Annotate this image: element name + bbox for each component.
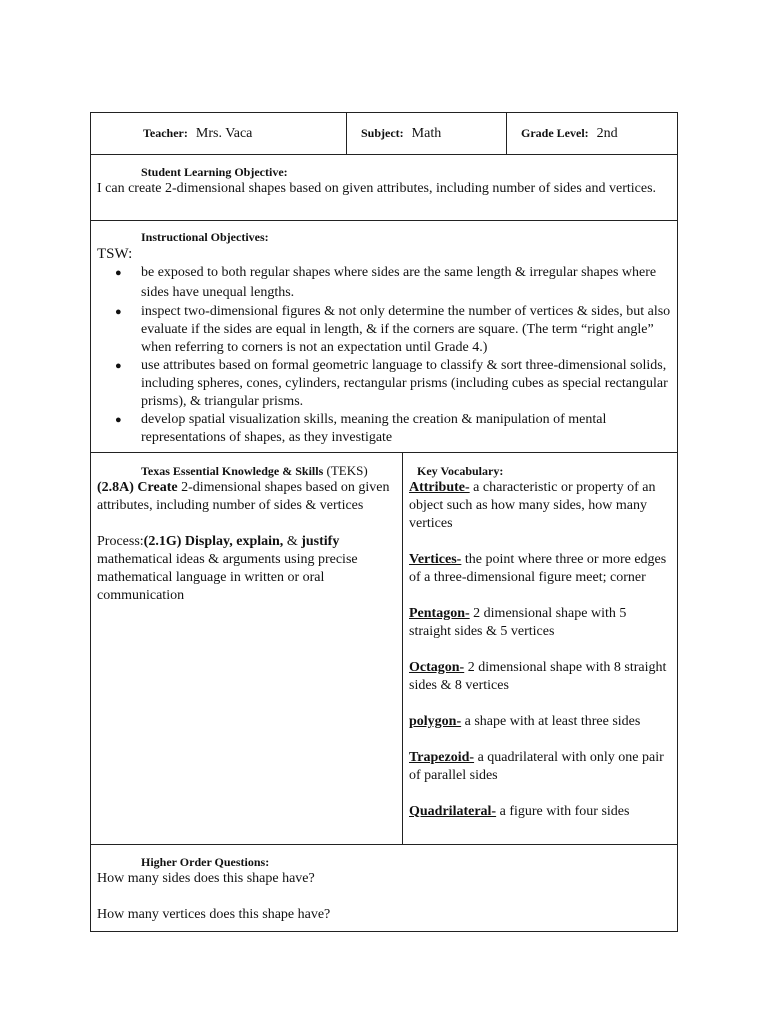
vocab-term: Attribute- xyxy=(409,480,470,495)
grade-cell xyxy=(507,113,677,154)
io-list xyxy=(91,263,677,447)
vocab-term: polygon- xyxy=(409,714,462,729)
teacher-label: Teacher: xyxy=(143,126,188,140)
vocab-item xyxy=(403,803,677,821)
teks-heading-text: Texas Essential Knowledge & Skills xyxy=(141,464,324,478)
vocab-item xyxy=(403,551,677,587)
list-item xyxy=(91,263,671,303)
process-label: Process: xyxy=(97,534,144,549)
vocab-item xyxy=(403,659,677,695)
subject-cell xyxy=(347,113,507,154)
vocab-def: a quadrilateral with only one pair of parallel sides xyxy=(409,750,664,783)
hoq-question-1: How many sides does this shape have? xyxy=(97,871,315,886)
instructional-objectives-row xyxy=(91,221,677,453)
io-heading: Instructional Objectives: xyxy=(141,230,269,244)
teks-vocab-row xyxy=(91,453,677,845)
vocab-item xyxy=(403,713,677,731)
vocab-def: a characteristic or property of an object such as how many sides, how many vertices xyxy=(409,480,656,531)
bullet-icon: ● xyxy=(115,267,122,279)
subject-value: Math xyxy=(411,125,442,141)
io-item-text: be exposed to both regular shapes where sides are the same length & irregular shapes where sides have unequal lengths. xyxy=(141,265,657,300)
slo-row xyxy=(91,155,677,221)
higher-order-questions-row xyxy=(91,845,677,931)
teks-std1-text: 2-dimensional shapes based on given attributes, including number of sides & vertices xyxy=(97,480,390,513)
header-row xyxy=(91,113,677,155)
vocab-def: 2 dimensional shape with 8 straight sides & 8 vertices xyxy=(409,660,667,693)
teks-std2-amp: & xyxy=(283,534,302,549)
io-item-text: inspect two-dimensional figures & not only determine the number of vertices & sides, but also evaluate if the sides are equal in length, & if the corners are square. (The term “right angle” when referring to corners is not an expectation until Grade 4.) xyxy=(141,304,671,355)
vocab-item xyxy=(403,749,677,785)
bullet-icon: ● xyxy=(115,306,122,318)
vocab-def: a figure with four sides xyxy=(496,804,630,819)
vocab-heading: Key Vocabulary: xyxy=(417,464,504,478)
list-item xyxy=(91,303,671,357)
slo-text: I can create 2-dimensional shapes based on given attributes, including number of sides and vertices. xyxy=(97,181,657,196)
teks-std2-bold-end: justify xyxy=(301,534,340,549)
vocab-def: the point where three or more edges of a three-dimensional figure meet; corner xyxy=(409,552,667,585)
vocab-def: a shape with at least three sides xyxy=(461,714,641,729)
list-item xyxy=(91,411,671,447)
teks-std1-code: (2.8A) Create xyxy=(97,480,178,495)
teks-std2-text: mathematical ideas & arguments using precise mathematical language in written or oral communication xyxy=(97,552,358,603)
io-item-text: develop spatial visualization skills, meaning the creation & manipulation of mental representations of shapes, as they investigate xyxy=(141,412,607,445)
teacher-cell xyxy=(91,113,347,154)
teks-std2-code: (2.1G) Display, explain, xyxy=(143,534,284,549)
vocab-term: Octagon- xyxy=(409,660,465,675)
vocab-item xyxy=(403,479,677,533)
vocab-item xyxy=(403,605,677,641)
io-intro: TSW: xyxy=(97,246,133,262)
grade-label: Grade Level: xyxy=(521,126,589,140)
hoq-heading: Higher Order Questions: xyxy=(141,855,270,869)
lesson-plan-table xyxy=(90,112,678,932)
teks-standard-1 xyxy=(91,479,402,515)
teks-heading-suffix: (TEKS) xyxy=(323,463,368,478)
vocab-term: Quadrilateral- xyxy=(409,804,497,819)
teks-heading xyxy=(91,463,402,479)
bullet-icon: ● xyxy=(115,414,122,426)
vocab-term: Vertices- xyxy=(409,552,462,567)
vocab-term: Trapezoid- xyxy=(409,750,475,765)
teks-standard-2 xyxy=(91,533,402,605)
vocabulary-cell xyxy=(403,453,677,844)
io-item-text: use attributes based on formal geometric language to classify & sort three-dimensional solids, including spheres, cones, cylinders, rectangular prisms (including cubes as special rectangular prisms), & triangular prisms. xyxy=(141,358,668,409)
hoq-question-2: How many vertices does this shape have? xyxy=(97,907,331,922)
teks-cell xyxy=(91,453,403,844)
subject-label: Subject: xyxy=(361,126,404,140)
grade-value: 2nd xyxy=(596,125,618,141)
teacher-value: Mrs. Vaca xyxy=(195,125,253,141)
slo-heading: Student Learning Objective: xyxy=(141,165,288,179)
vocab-term: Pentagon- xyxy=(409,606,470,621)
bullet-icon: ● xyxy=(115,360,122,372)
list-item xyxy=(91,357,671,411)
vocab-def: 2 dimensional shape with 5 straight sides & 5 vertices xyxy=(409,606,627,639)
